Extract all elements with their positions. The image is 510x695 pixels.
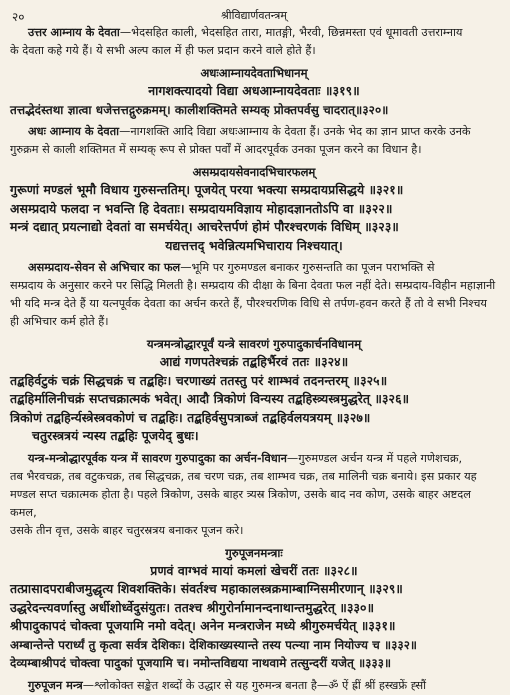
translation-text: —भूमि पर गुरुमण्डल बनाकर गुरुसन्तति का पूजन पराभक्ति से	[180, 261, 435, 274]
verse-331: श्रीपादुकापदं चोक्त्वा पूजयामि नमो वदेत्। अनेन मन्त्रराजेन मध्ये श्रीगुरुमर्चयेत् ॥३३१॥	[10, 618, 396, 633]
verse-327: त्रिकोणं तद्बहिर्न्यस्त्रेस्त्रवकोणं च तद्बहिः। तद्बहिर्वसुपत्राब्जं तद्बहिर्वलयत्रयम् ॥३२७॥	[10, 409, 371, 425]
verse-324: आद्यं गणपतेश्चक्रं तद्बहिर्भैरवं ततः ॥३२४॥	[159, 354, 349, 369]
paragraph-north-amnaya	[10, 24, 498, 42]
paragraph-label: उत्तर आम्नाय के देवता	[28, 26, 120, 39]
verse-319: नागशक्त्यादयो विद्या अधआम्नायदेवताः ॥३१९॥	[148, 83, 360, 98]
verse-329: तत्प्रासादपराबीजमुद्धृत्य शिवशक्तिके। संवर्तश्च महाकालस्त्रक्रमाम्बाग्निसमीरणान् ॥३२९॥	[10, 581, 403, 596]
verse-line: चतुरस्त्रत्रयं न्यस्य तद्बहिः पूजयेद् बुधः।	[32, 428, 199, 443]
translation-line: गुरुक्रम से काली शक्तिमत में सम्यक् रूप से प्रोक्त पर्वों में आदरपूर्वक उनका पूजन करने का विधान है।	[10, 143, 422, 156]
translation-label: अधः आम्नाय के देवता	[28, 125, 120, 138]
translation-line: भी यदि मन्त्र देते हैं या यत्नपूर्वक देवता का अर्चन करते हैं, पौरश्चरणिक विधि से तर्पण-हवन करते हैं तो वे सभी निश्चय	[10, 297, 487, 310]
translation-line: ही अभिचार कर्म होते हैं।	[10, 315, 109, 328]
translation-line: तब भैरवचक्र, तब वटुकचक्र, तब सिद्धचक्र, तब चरण चक्र, तब शाम्भव चक्र, तब मालिनी चक्र बनाये। इस प्रकार यह	[10, 469, 477, 483]
translation-1	[10, 123, 498, 141]
verse-line: यद्यत्तत्तद् भवेन्नित्यमभिचाराय निश्चयात्।	[165, 237, 343, 253]
translation-2	[10, 259, 498, 277]
paragraph-text: —भेदसहित काली, भेदसहित तारा, मातङ्गी, भैरवी, छिन्नमस्ता एवं धूमावती उत्तराम्नाय	[119, 26, 463, 39]
section-heading-2: असम्प्रदायसेवनादभिचारफलम्	[192, 165, 316, 179]
translation-text: —नागशक्ति आदि विद्या अधःआम्नाय के देवता हैं। उनके भेद का ज्ञान प्राप्त करके उनके	[119, 125, 471, 138]
translation-line: उसके तीन वृत्त, उसके बाहर चतुरस्रत्रय बनाकर पूजन करे।	[10, 523, 244, 537]
translation-text: —श्लोकोक्त सङ्केत शब्दों के उद्धार से यह गुरुमन्त्र बनता है—ॐ ऐं ह्रीं श्रीं हस्खफ्रें ह्सौं	[82, 678, 427, 692]
verse-332: अम्बान्तेन्ते परार्ध्यं तु कृत्वा सर्वत्र देशिकः। देशिकाख्यस्यान्ते तस्य पत्न्या नाम नियोज्य च ॥३३२॥	[10, 637, 418, 652]
page-header	[10, 6, 498, 24]
section-heading-1: अधःआम्नायदेवताभिधानम्	[200, 66, 308, 80]
section-heading-4: गुरुपूजनमन्त्राः	[225, 545, 283, 560]
translation-line: सम्प्रदाय के अनुसार करने पर सिद्धि मिलती है। सम्प्रदाय की दीक्षा के बिना देवता फल नहीं देते। सम्प्रदाय-विहीन महाज्ञानी	[10, 279, 496, 292]
verse-326: तद्बहिर्मालिनीचक्रं सप्तचक्रात्मकं भवेत्। आदौ त्रिकोणं विन्यस्य तद्बहिस्त्र्यस्त्रमुद्धरेत् ॥३२६॥	[10, 391, 410, 406]
translation-label: असम्प्रदाय-सेवन से अभिचार का फल	[28, 261, 181, 274]
verse-328: प्रणवं वाग्भवं मायां कमलां खेचरीं ततः ॥३२८॥	[150, 562, 358, 578]
page-number: २०	[12, 10, 25, 24]
verse-325: तद्बहिर्वटुकं चक्रं सिद्धचक्रं च तद्बहिः। चरणाख्यं ततस्तु परं शाम्भवं तदनन्तरम् ॥३२५॥	[10, 372, 388, 388]
translation-4	[10, 677, 498, 695]
translation-text: —गुरुमण्डल अर्चन यन्त्र में पहले गणेशचक्र,	[286, 451, 463, 465]
verse-320: तत्तद्भेदंस्तथा ज्ञात्वा धजेत्तत्तद्गुरुक्रमम्। कालीशक्तिमते सम्यक् प्रोक्तपर्वसु चादरात्॥३२०॥	[10, 102, 389, 117]
verse-322: असम्प्रदाये फलदा न भवन्ति हि देवताः। सम्प्रदायमविज्ञाय मोहादज्ञानतोऽपि वा ॥३२२॥	[10, 200, 393, 216]
translation-3	[10, 450, 498, 468]
translation-label: गुरुपूजन मन्त्र	[28, 678, 83, 692]
running-title: श्रीविद्यार्णवतन्त्रम्	[221, 9, 287, 22]
section-heading-3: यन्त्रमन्त्रोद्धारपूर्वं यन्त्रे सावरणं गुरुपादुकार्चनविधानम्	[146, 337, 362, 351]
verse-333: देव्यम्बाश्रीपदं चोक्त्वा पादुकां पूजयामि च। नमोन्तविद्यया नाथवामे तत्सुन्दरीं यजेत् ॥३३३॥	[10, 656, 392, 670]
paragraph-line: के देवता कहे गये हैं। ये सभी अल्प काल में ही फल प्रदान करने वाले होते हैं।	[10, 44, 316, 57]
translation-line: मण्डल सप्त चक्रात्मक होता है। पहले त्रिकोण, उसके बाहर त्र्यस्र त्रिकोण, उसके बाद नव कोण, उसके बाहर अष्टदल कमल,	[10, 487, 471, 519]
verse-321: गुरूणां मण्डलं भूमौ विधाय गुरुसन्ततिम्। पूजयेत् परया भक्त्या सम्प्रदायप्रसिद्धये ॥३२१॥	[10, 182, 404, 197]
verse-330: उद्धरेदन्त्यवर्णास्तु अर्धीशोर्ध्वेदुसंयुतः। ततश्च श्रीगुरोर्नामानन्दनाथान्तमुद्धरेत् ॥३३०॥	[10, 599, 375, 615]
verse-323: मन्त्रं दद्यात् प्रयत्नाद्यो देवतां वा समर्चयेत्। आचरेत्तर्पणं होमं पौरश्चरणकं विधिम् ॥३२३॥	[10, 219, 399, 234]
translation-label: यन्त्र-मन्त्रोद्धारपूर्वक यन्त्र में सावरण गुरुपादुका का अर्चन-विधान	[28, 451, 287, 465]
